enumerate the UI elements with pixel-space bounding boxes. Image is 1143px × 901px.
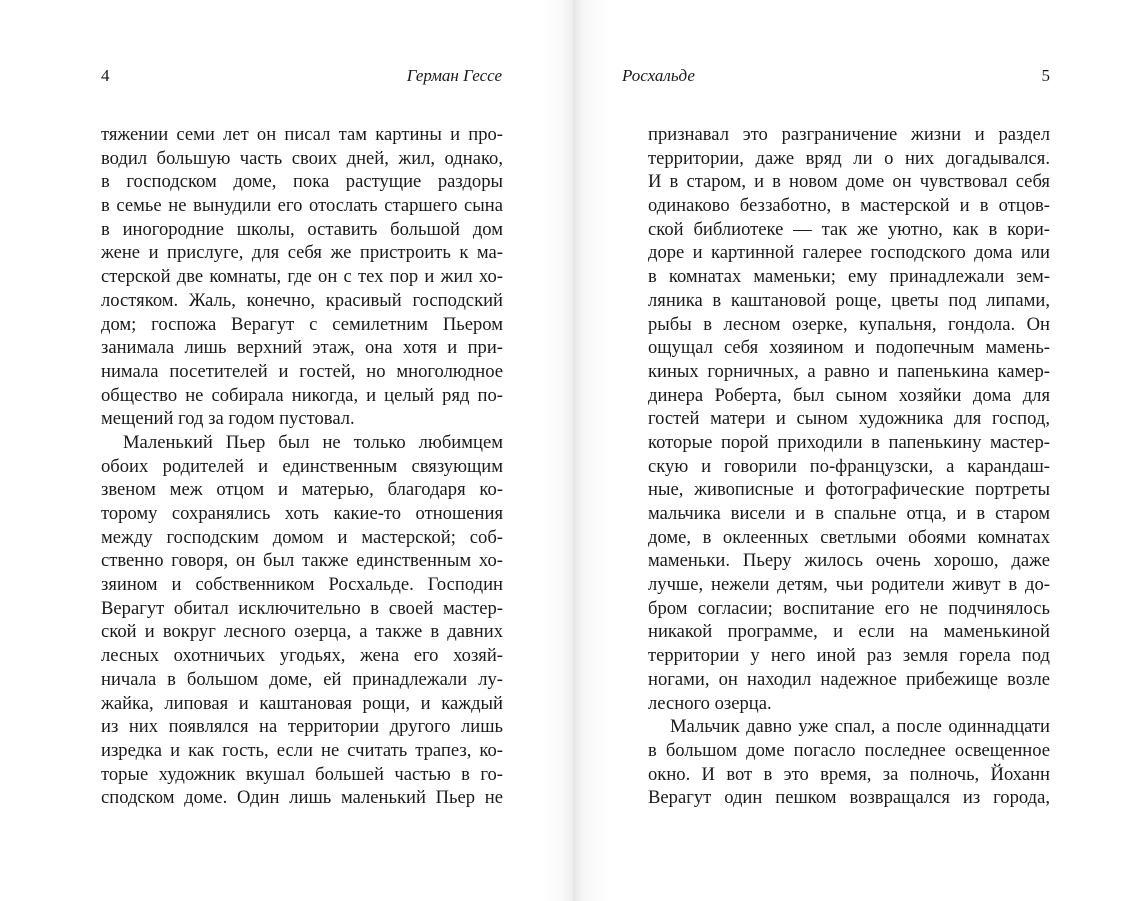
text-line: ничала в большом доме, ей принадлежали лу-	[101, 668, 503, 690]
text-line: в большом доме погасло последнее освещенное	[648, 739, 1050, 761]
text-line: маменьки. Пьеру жилось очень хорошо, даже	[648, 550, 1050, 572]
text-line: водил большую часть своих дней, жил, однако,	[101, 147, 503, 169]
text-line: Мальчик давно уже спал, а после одиннадцати	[670, 716, 1050, 738]
text-line: нимала посетителей и гостей, но многолюдное	[101, 360, 503, 382]
text-line: киных горничных, а равно и папенькина камер-	[648, 360, 1050, 382]
text-line: обоих родителей и единственным связующим	[101, 455, 503, 477]
text-line: между господским домом и мастерской; соб-	[101, 526, 503, 548]
text-line: зяином и собственником Росхальде. Господин	[101, 574, 503, 596]
text-line: дом; госпожа Верагут с семилетним Пьером	[101, 313, 503, 335]
page-number: 5	[1041, 66, 1050, 85]
text-line: которые порой приходили в папенькину мастер-	[648, 431, 1050, 453]
text-line: ляника в каштановой роще, цветы под липами,	[648, 289, 1050, 311]
text-line: скую и говорили по-французски, а карандаш-	[648, 455, 1050, 477]
text-line: ощущал себя хозяином и подопечным мамень-	[648, 337, 1050, 359]
text-line: территории у него иной раз земля горела под	[648, 645, 1050, 667]
text-line: окно. И вот в это время, за полночь, Йоханн	[648, 763, 1050, 785]
text-line: торому сохранялись хоть какие-то отношения	[101, 503, 503, 524]
text-line: никакой программе, и если на маменькиной	[648, 621, 1050, 643]
text-line: ные, живописные и фотографические портреты	[648, 479, 1050, 501]
text-line: бром согласии; воспитание его не подчинялось	[648, 597, 1050, 619]
text-line: Верагут обитал исключительно в своей мастер-	[101, 597, 503, 619]
text-line: общество не собирала никогда, и целый ряд по-	[101, 384, 503, 406]
text-line: сподском доме. Один лишь маленький Пьер не	[101, 787, 503, 809]
text-line: доме, в оклеенных светлыми обоями комнатах	[648, 526, 1050, 548]
text-line: тяжении семи лет он писал там картины и про-	[101, 124, 503, 145]
text-line: мальчика висели и в спальне отца, и в старом	[648, 503, 1050, 524]
text-line: И в старом, и в новом доме он чувствовал себя	[648, 171, 1050, 193]
text-line: гостей матери и сыном художника для господ,	[648, 408, 1050, 430]
page-number: 4	[101, 66, 110, 85]
text-line: ственно говоря, он был также единственным хо-	[101, 550, 503, 572]
text-line: доре и картинной галерее господского дома или	[648, 242, 1050, 264]
text-line: жайка, липовая и каштановая рощи, и каждый	[101, 692, 503, 714]
text-line: из них появлялся на территории другого лишь	[101, 716, 503, 738]
text-line: жене и прислуге, для себя же пристроить к ма-	[101, 242, 503, 264]
left-page-text	[101, 123, 503, 810]
text-line: динера Роберта, был сыном хозяйки дома для	[648, 384, 1050, 406]
text-line: ской и вокруг лесного озерца, а также в давних	[101, 621, 503, 643]
text-line: рыбы в лесном озерке, купальня, гондола. Он	[648, 313, 1050, 335]
text-line: мещений год за годом пустовал.	[101, 408, 355, 430]
right-page-text	[648, 123, 1050, 810]
text-line: Верагут один пешком возвращался из города,	[648, 787, 1050, 809]
text-line: звеном меж отцом и матерью, благодаря ко-	[101, 479, 503, 501]
text-line: территории, даже вряд ли о них догадывался.	[648, 147, 1050, 169]
text-line: одинаково беззаботно, в мастерской и в отцов-	[648, 195, 1050, 217]
text-line: стерской две комнаты, где он с тех пор и жил хо-	[101, 266, 503, 288]
text-line: лесных охотничьих угодьях, жена его хозяй-	[101, 645, 503, 667]
text-line: изредка и как гость, если не считать трапез, ко-	[101, 739, 503, 761]
text-line: в иногородние школы, оставить большой дом	[101, 218, 503, 240]
running-head-author: Герман Гессе	[406, 66, 502, 85]
text-line: лучше, нежели детям, чьи родители живут в до-	[648, 574, 1050, 596]
right-page	[572, 0, 1143, 901]
running-head-title: Росхальде	[622, 66, 695, 85]
text-line: ской библиотеке — так же уютно, как в кори-	[648, 218, 1050, 240]
text-line: занимала лишь верхний этаж, она хотя и при-	[101, 337, 503, 359]
text-line: в господском доме, пока растущие раздоры	[101, 171, 503, 193]
text-line: торые художник вкушал большей частью в го-	[101, 763, 503, 785]
text-line: признавал это разграничение жизни и раздел	[648, 124, 1050, 145]
text-line: ногами, он находил надежное прибежище возле	[648, 668, 1050, 690]
text-line: Маленький Пьер был не только любимцем	[123, 431, 503, 453]
text-line: в комнатах маменьки; ему принадлежали зем-	[648, 266, 1050, 288]
text-line: лесного озерца.	[648, 692, 772, 714]
text-line: лостяком. Жаль, конечно, красивый господский	[101, 289, 503, 311]
text-line: в семье не вынудили его отослать старшего сына	[101, 195, 503, 217]
